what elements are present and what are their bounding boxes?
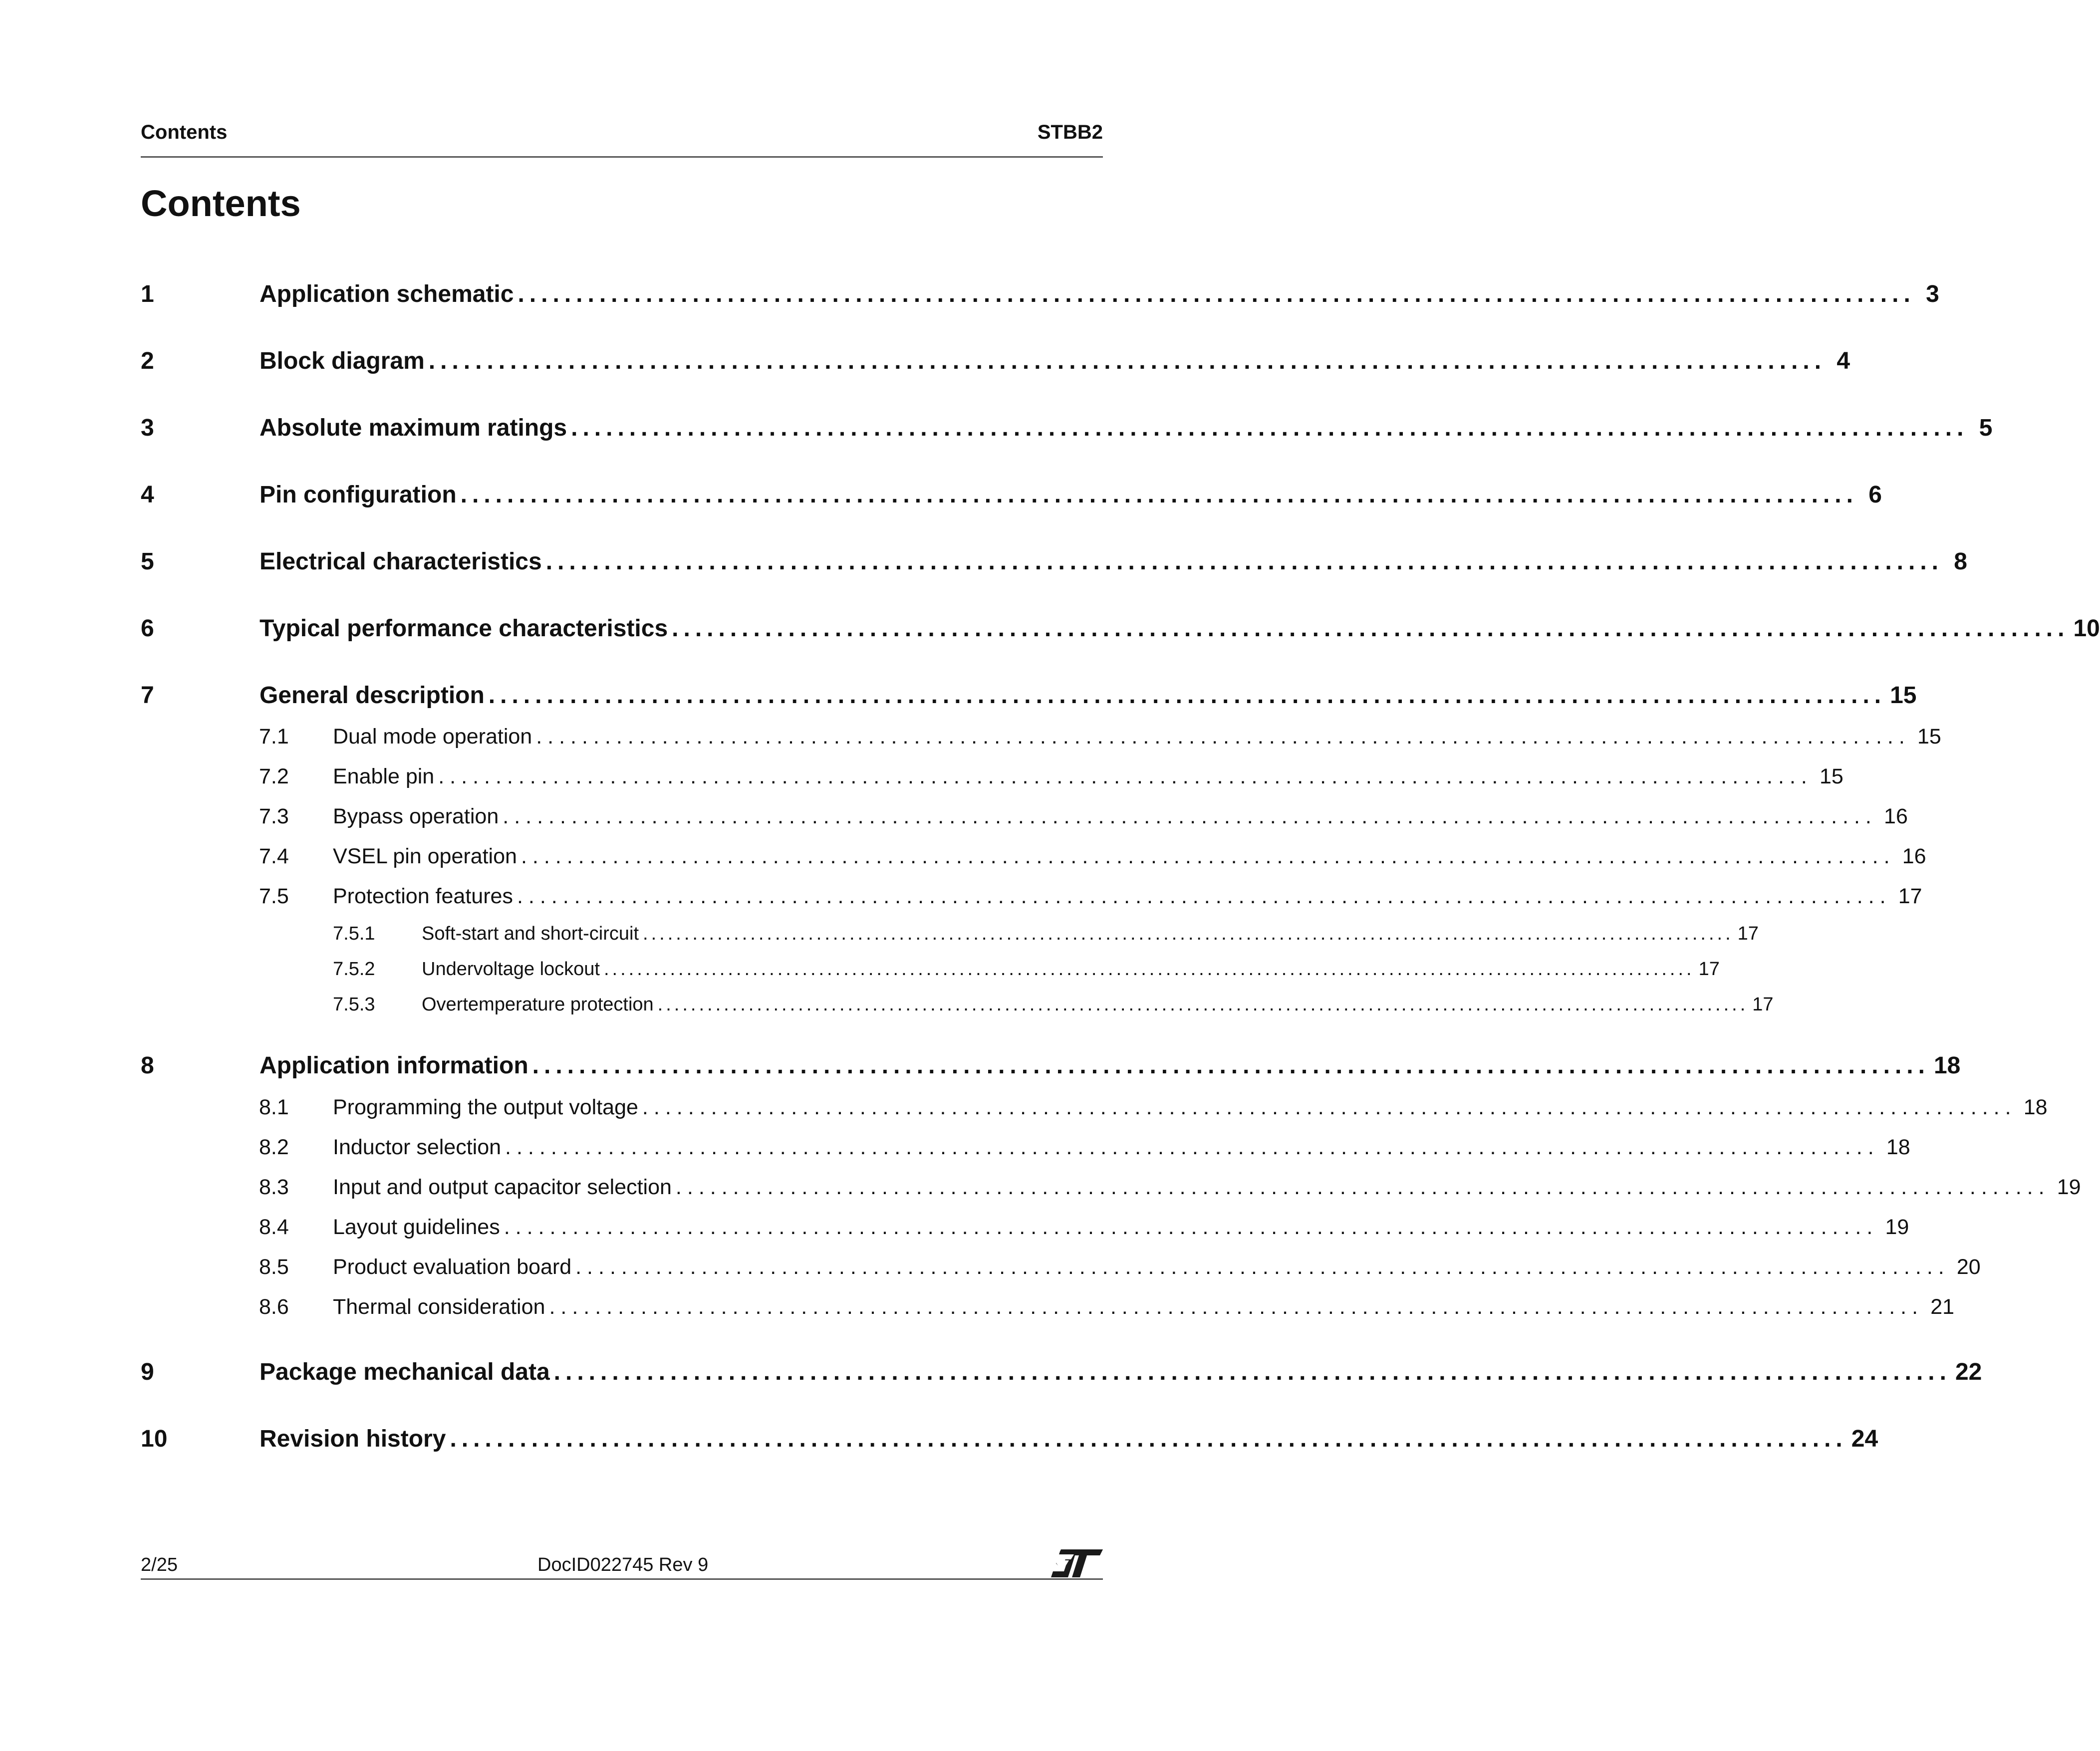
toc-number: 8.6: [259, 1295, 289, 1319]
toc-leader: ........................................................................................................................: [575, 1255, 1950, 1279]
toc-title: Bypass operation: [333, 804, 499, 828]
toc-leader: ........................................................................................................................: [549, 1295, 1924, 1319]
toc-number: 1: [141, 281, 154, 307]
toc-entry-8[interactable]: [141, 1052, 1961, 1079]
toc-number: 3: [141, 415, 154, 441]
toc-title: Input and output capacitor selection: [333, 1175, 672, 1199]
toc-leader: ........................................................................................................................: [460, 482, 1858, 508]
toc-number: 5: [141, 548, 154, 575]
toc-entry-7-1[interactable]: [259, 725, 1941, 749]
toc-number: 7: [141, 682, 154, 709]
header-product-name: STBB2: [1037, 121, 1103, 143]
page-title: Contents: [141, 183, 301, 224]
toc-entry-10[interactable]: [141, 1425, 1878, 1453]
toc-page: 18: [2023, 1095, 2048, 1119]
toc-leader: ........................................................................................................................: [571, 415, 1969, 441]
toc-leader: ........................................................................................................................: [450, 1426, 1847, 1452]
toc-leader: ........................................................................................................................: [438, 764, 1813, 788]
toc-title: Product evaluation board: [333, 1255, 572, 1279]
toc-leader: ........................................................................................................................: [521, 844, 1895, 868]
toc-title: Layout guidelines: [333, 1215, 500, 1239]
toc-page: 4: [1837, 348, 1850, 374]
toc-title: Overtemperature protection: [422, 994, 654, 1015]
toc-entry-3[interactable]: [141, 414, 1993, 442]
toc-title: Soft-start and short-circuit: [422, 923, 639, 944]
toc-page: 15: [1890, 682, 1917, 709]
toc-number: 8.2: [259, 1135, 289, 1159]
toc-page: 15: [1820, 764, 1843, 788]
toc-title: Programming the output voltage: [333, 1095, 638, 1119]
toc-leader: ........................................................................................................................: [428, 348, 1827, 374]
toc-leader: ........................................................................................................................: [488, 682, 1886, 709]
toc-entry-7-4[interactable]: [259, 844, 1926, 869]
toc-title: Package mechanical data: [260, 1359, 550, 1385]
toc-number: 9: [141, 1359, 154, 1385]
toc-page: 19: [1885, 1215, 1909, 1239]
toc-page: 17: [1737, 923, 1759, 944]
toc-title: Typical performance characteristics: [260, 615, 668, 642]
toc-entry-7-5[interactable]: [259, 884, 1922, 909]
document-id: DocID022745 Rev 9: [537, 1554, 709, 1575]
toc-title: VSEL pin operation: [333, 844, 517, 868]
toc-number: 7.5: [259, 884, 289, 908]
toc-title: Absolute maximum ratings: [260, 415, 567, 441]
toc-page: 8: [1954, 548, 1967, 575]
toc-number: 7.2: [259, 764, 289, 788]
toc-page: 17: [1898, 884, 1922, 908]
toc-leader: ........................................................................................................................: [672, 615, 2070, 642]
toc-title: Electrical characteristics: [260, 548, 542, 575]
toc-page: 16: [1902, 844, 1926, 868]
toc-page: 5: [1979, 415, 1993, 441]
toc-number: 10: [141, 1426, 168, 1452]
header-section-label: Contents: [141, 121, 228, 143]
toc-leader: ........................................................................................................................: [518, 281, 1915, 307]
toc-entry-9[interactable]: [141, 1358, 1982, 1386]
toc-leader: ........................................................................................................................: [517, 884, 1891, 908]
toc-entry-8-1[interactable]: [259, 1095, 2048, 1120]
toc-entry-7-2[interactable]: [259, 764, 1843, 789]
toc-page: 10: [2073, 615, 2100, 642]
toc-number: 7.5.1: [333, 923, 375, 944]
toc-title: Application information: [260, 1052, 528, 1079]
toc-number: 8.3: [259, 1175, 289, 1199]
toc-leader: ....................................................................................................................................: [604, 959, 1695, 980]
toc-number: 8: [141, 1052, 154, 1079]
toc-title: Enable pin: [333, 764, 435, 788]
toc-leader: ........................................................................................................................: [536, 725, 1910, 749]
toc-leader: ........................................................................................................................: [642, 1095, 2017, 1119]
toc-number: 7.3: [259, 804, 289, 828]
toc-entry-2[interactable]: [141, 347, 1850, 375]
toc-number: 4: [141, 482, 154, 508]
page-footer: [141, 1554, 1103, 1580]
toc-leader: ....................................................................................................................................: [643, 923, 1734, 944]
toc-title: Block diagram: [260, 348, 425, 374]
toc-entry-8-2[interactable]: [259, 1135, 1910, 1160]
toc-entry-7-3[interactable]: [259, 804, 1908, 829]
toc-page: 18: [1886, 1135, 1910, 1159]
toc-page: 24: [1851, 1426, 1878, 1452]
toc-leader: ....................................................................................................................................: [657, 994, 1749, 1015]
toc-number: 8.5: [259, 1255, 289, 1279]
toc-title: General description: [260, 682, 485, 709]
toc-number: 8.1: [259, 1095, 289, 1119]
toc-leader: ........................................................................................................................: [505, 1135, 1879, 1159]
toc-page: 19: [2057, 1175, 2081, 1199]
toc-entry-7-5-2[interactable]: [333, 959, 1720, 980]
toc-entry-7[interactable]: [141, 682, 1917, 709]
st-logo-icon: [1051, 1548, 1103, 1578]
toc-page: 17: [1698, 959, 1720, 980]
toc-title: Application schematic: [260, 281, 514, 307]
toc-title: Dual mode operation: [333, 725, 532, 749]
toc-number: 7.4: [259, 844, 289, 868]
toc-number: 7.5.2: [333, 959, 375, 980]
toc-page: 15: [1917, 725, 1941, 749]
toc-leader: ........................................................................................................................: [675, 1175, 2050, 1199]
toc-page: 18: [1933, 1052, 1961, 1079]
toc-entry-6[interactable]: [141, 615, 2100, 642]
page-number: 2/25: [141, 1554, 178, 1575]
toc-entry-8-3[interactable]: [259, 1175, 2081, 1200]
toc-entry-7-5-1[interactable]: [333, 923, 1759, 945]
toc-number: 2: [141, 348, 154, 374]
toc-title: Protection features: [333, 884, 513, 908]
toc-leader: ........................................................................................................................: [545, 548, 1943, 575]
toc-page: 16: [1884, 804, 1908, 828]
toc-leader: ........................................................................................................................: [532, 1052, 1930, 1079]
toc-leader: ........................................................................................................................: [553, 1359, 1951, 1385]
toc-page: 20: [1956, 1255, 1981, 1279]
toc-entry-8-6[interactable]: [259, 1295, 1955, 1319]
toc-page: 3: [1926, 281, 1939, 307]
toc-title: Undervoltage lockout: [422, 959, 600, 980]
toc-leader: ........................................................................................................................: [503, 804, 1877, 828]
toc-page: 22: [1955, 1359, 1982, 1385]
toc-title: Pin configuration: [260, 482, 457, 508]
toc-title: Inductor selection: [333, 1135, 502, 1159]
toc-entry-1[interactable]: [141, 280, 1939, 308]
toc-entry-8-4[interactable]: [259, 1215, 1909, 1240]
toc-title: Thermal consideration: [333, 1295, 545, 1319]
toc-entry-5[interactable]: [141, 548, 1967, 575]
toc-entry-7-5-3[interactable]: [333, 994, 1774, 1015]
toc-entry-8-5[interactable]: [259, 1255, 1981, 1279]
page-header: [141, 121, 1103, 158]
toc-number: 7.5.3: [333, 994, 375, 1015]
toc-entry-4[interactable]: [141, 481, 1882, 508]
toc-leader: ........................................................................................................................: [504, 1215, 1878, 1239]
toc-page: 21: [1930, 1295, 1955, 1319]
toc-title: Revision history: [260, 1426, 446, 1452]
toc-number: 8.4: [259, 1215, 289, 1239]
toc-number: 6: [141, 615, 154, 642]
toc-number: 7.1: [259, 725, 289, 749]
toc-page: 17: [1752, 994, 1774, 1015]
toc-page: 6: [1868, 482, 1882, 508]
